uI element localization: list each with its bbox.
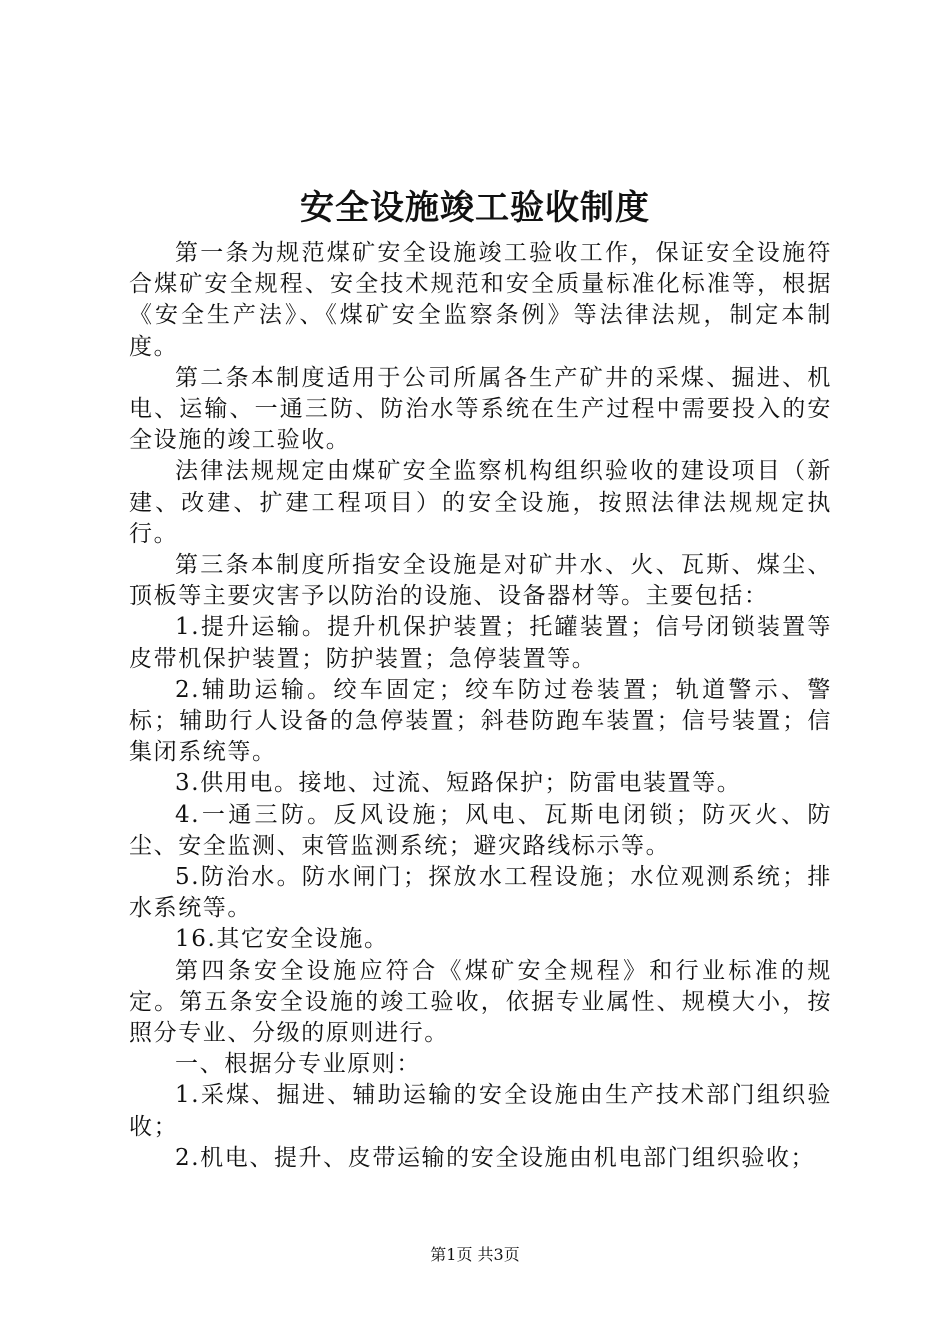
list-item-other-facilities: 16.其它安全设施。	[175, 926, 389, 953]
paragraph-legal-provision: 法律法规规定由煤矿安全监察机构组织验收的建设项目（新建、改建、扩建工程项目）的安全设施，按照法律法规规定执行。	[129, 458, 832, 547]
paragraph-article-3: 第三条本制度所指安全设施是对矿井水、火、瓦斯、煤尘、顶板等主要灾害予以防治的设施、设备器材等。主要包括：	[129, 552, 832, 610]
document-title: 安全设施竣工验收制度	[300, 188, 650, 228]
list-item-electromechanical-acceptance: 2.机电、提升、皮带运输的安全设施由机电部门组织验收；	[175, 1144, 816, 1171]
list-item-water-control: 5.防治水。防水闸门；探放水工程设施；水位观测系统；排水系统等。	[129, 864, 832, 922]
paragraph-article-4-5: 第四条安全设施应符合《煤矿安全规程》和行业标准的规定。第五条安全设施的竣工验收，依据专业属性、规模大小，按照分专业、分级的原则进行。	[129, 957, 832, 1047]
paragraph-article-1: 第一条为规范煤矿安全设施竣工验收工作，保证安全设施符合煤矿安全规程、安全技术规范和安全质量标准化标准等，根据《安全生产法》、《煤矿安全监察条例》等法律法规，制定本制度。	[129, 240, 832, 360]
document-body	[129, 238, 832, 1174]
list-item-power-supply: 3.供用电。接地、过流、短路保护；防雷电装置等。	[175, 770, 742, 797]
list-item-hoisting-transport: 1.提升运输。提升机保护装置；托罐装置；信号闭锁装置等皮带机保护装置；防护装置；急停装置等。	[129, 614, 832, 672]
paragraph-article-2: 第二条本制度适用于公司所属各生产矿井的采煤、掘进、机电、运输、一通三防、防治水等系统在生产过程中需要投入的安全设施的竣工验收。	[129, 364, 832, 454]
list-item-auxiliary-transport: 2.辅助运输。绞车固定；绞车防过卷装置；轨道警示、警标；辅助行人设备的急停装置；斜巷防跑车装置；信号装置；信集闭系统等。	[129, 676, 832, 766]
list-item-mining-acceptance: 1.采煤、掘进、辅助运输的安全设施由生产技术部门组织验收；	[129, 1082, 832, 1140]
page-footer: 第1页 共3页	[430, 1245, 520, 1264]
list-item-ventilation: 4.一通三防。反风设施；风电、瓦斯电闭锁；防灭火、防尘、安全监测、束管监测系统；避灾路线标示等。	[129, 801, 832, 859]
section-heading-specialty: 一、根据分专业原则：	[175, 1051, 421, 1078]
